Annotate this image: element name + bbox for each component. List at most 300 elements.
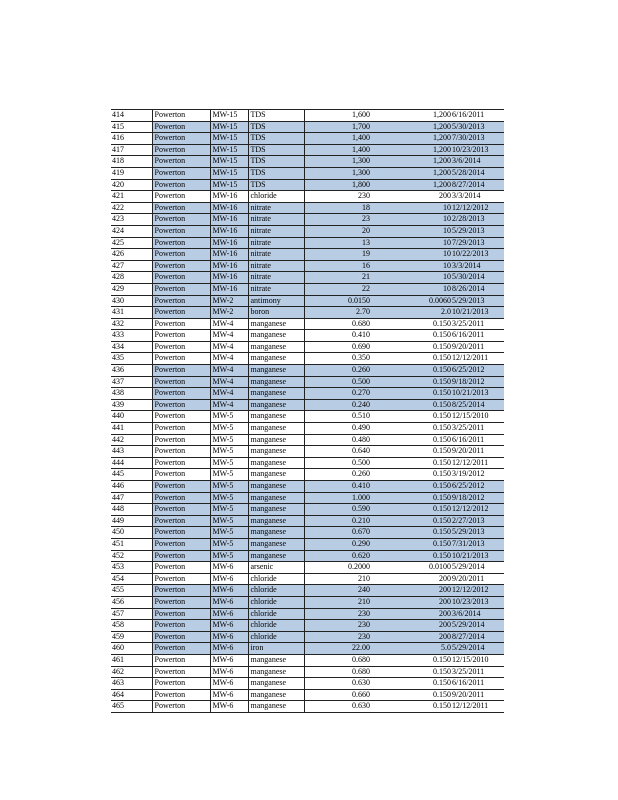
standard-value-cell: 200 bbox=[372, 585, 451, 597]
well-id-cell: MW-6 bbox=[210, 573, 248, 585]
site-name-cell: Powerton bbox=[152, 689, 210, 701]
site-name-cell: Powerton bbox=[152, 469, 210, 481]
table-row bbox=[111, 353, 504, 365]
table-row bbox=[111, 179, 504, 191]
table-row bbox=[111, 133, 504, 145]
site-name-cell: Powerton bbox=[152, 538, 210, 550]
row-number-cell: 424 bbox=[111, 225, 152, 237]
well-id-cell: MW-5 bbox=[210, 504, 248, 516]
table-row bbox=[111, 249, 504, 261]
row-number-cell: 423 bbox=[111, 214, 152, 226]
site-name-cell: Powerton bbox=[152, 423, 210, 435]
well-id-cell: MW-16 bbox=[210, 283, 248, 295]
result-value-cell: 1,700 bbox=[304, 121, 372, 133]
table-row bbox=[111, 191, 504, 203]
result-value-cell: 0.2000 bbox=[304, 562, 372, 574]
well-id-cell: MW-4 bbox=[210, 318, 248, 330]
standard-value-cell: 0.0100 bbox=[372, 562, 451, 574]
result-value-cell: 0.500 bbox=[304, 457, 372, 469]
table-row bbox=[111, 573, 504, 585]
parameter-cell: manganese bbox=[248, 481, 304, 493]
table-row bbox=[111, 376, 504, 388]
result-value-cell: 0.240 bbox=[304, 399, 372, 411]
row-number-cell: 415 bbox=[111, 121, 152, 133]
site-name-cell: Powerton bbox=[152, 515, 210, 527]
standard-value-cell: 10 bbox=[372, 260, 451, 272]
site-name-cell: Powerton bbox=[152, 527, 210, 539]
table-row bbox=[111, 365, 504, 377]
site-name-cell: Powerton bbox=[152, 376, 210, 388]
result-value-cell: 0.510 bbox=[304, 411, 372, 423]
row-number-cell: 440 bbox=[111, 411, 152, 423]
site-name-cell: Powerton bbox=[152, 573, 210, 585]
result-value-cell: 18 bbox=[304, 202, 372, 214]
row-number-cell: 462 bbox=[111, 666, 152, 678]
standard-value-cell: 0.150 bbox=[372, 701, 451, 713]
parameter-cell: TDS bbox=[248, 156, 304, 168]
standard-value-cell: 0.150 bbox=[372, 423, 451, 435]
standard-value-cell: 10 bbox=[372, 237, 451, 249]
parameter-cell: manganese bbox=[248, 341, 304, 353]
sample-date-cell: 12/12/2012 bbox=[451, 504, 504, 516]
parameter-cell: nitrate bbox=[248, 202, 304, 214]
site-name-cell: Powerton bbox=[152, 225, 210, 237]
table-row bbox=[111, 538, 504, 550]
sample-date-cell: 8/26/2014 bbox=[451, 283, 504, 295]
parameter-cell: manganese bbox=[248, 330, 304, 342]
sample-date-cell: 9/20/2011 bbox=[451, 573, 504, 585]
table-row bbox=[111, 678, 504, 690]
sample-date-cell: 7/31/2013 bbox=[451, 538, 504, 550]
table-row bbox=[111, 121, 504, 133]
parameter-cell: arsenic bbox=[248, 562, 304, 574]
result-value-cell: 0.670 bbox=[304, 527, 372, 539]
parameter-cell: nitrate bbox=[248, 225, 304, 237]
result-value-cell: 0.480 bbox=[304, 434, 372, 446]
row-number-cell: 435 bbox=[111, 353, 152, 365]
site-name-cell: Powerton bbox=[152, 434, 210, 446]
well-id-cell: MW-16 bbox=[210, 249, 248, 261]
standard-value-cell: 0.0060 bbox=[372, 295, 451, 307]
parameter-cell: chloride bbox=[248, 608, 304, 620]
row-number-cell: 438 bbox=[111, 388, 152, 400]
site-name-cell: Powerton bbox=[152, 179, 210, 191]
well-id-cell: MW-6 bbox=[210, 608, 248, 620]
sample-date-cell: 2/27/2013 bbox=[451, 515, 504, 527]
well-id-cell: MW-4 bbox=[210, 388, 248, 400]
standard-value-cell: 0.150 bbox=[372, 318, 451, 330]
parameter-cell: manganese bbox=[248, 666, 304, 678]
sample-date-cell: 10/23/2013 bbox=[451, 144, 504, 156]
result-value-cell: 210 bbox=[304, 596, 372, 608]
row-number-cell: 427 bbox=[111, 260, 152, 272]
row-number-cell: 420 bbox=[111, 179, 152, 191]
result-value-cell: 0.260 bbox=[304, 469, 372, 481]
well-id-cell: MW-15 bbox=[210, 156, 248, 168]
row-number-cell: 449 bbox=[111, 515, 152, 527]
standard-value-cell: 1,200 bbox=[372, 144, 451, 156]
row-number-cell: 458 bbox=[111, 620, 152, 632]
well-id-cell: MW-4 bbox=[210, 399, 248, 411]
row-number-cell: 421 bbox=[111, 191, 152, 203]
result-value-cell: 0.290 bbox=[304, 538, 372, 550]
standard-value-cell: 200 bbox=[372, 631, 451, 643]
well-id-cell: MW-6 bbox=[210, 678, 248, 690]
row-number-cell: 428 bbox=[111, 272, 152, 284]
well-id-cell: MW-6 bbox=[210, 631, 248, 643]
standard-value-cell: 200 bbox=[372, 620, 451, 632]
result-value-cell: 0.680 bbox=[304, 666, 372, 678]
sample-date-cell: 6/16/2011 bbox=[451, 678, 504, 690]
row-number-cell: 426 bbox=[111, 249, 152, 261]
site-name-cell: Powerton bbox=[152, 341, 210, 353]
sample-date-cell: 12/12/2011 bbox=[451, 457, 504, 469]
sample-date-cell: 10/21/2013 bbox=[451, 550, 504, 562]
standard-value-cell: 5.0 bbox=[372, 643, 451, 655]
site-name-cell: Powerton bbox=[152, 191, 210, 203]
row-number-cell: 418 bbox=[111, 156, 152, 168]
row-number-cell: 451 bbox=[111, 538, 152, 550]
parameter-cell: chloride bbox=[248, 631, 304, 643]
table-row bbox=[111, 550, 504, 562]
well-id-cell: MW-16 bbox=[210, 260, 248, 272]
parameter-cell: TDS bbox=[248, 167, 304, 179]
sample-date-cell: 12/12/2012 bbox=[451, 585, 504, 597]
well-id-cell: MW-6 bbox=[210, 596, 248, 608]
table-row bbox=[111, 608, 504, 620]
site-name-cell: Powerton bbox=[152, 214, 210, 226]
site-name-cell: Powerton bbox=[152, 504, 210, 516]
sample-date-cell: 7/29/2013 bbox=[451, 237, 504, 249]
row-number-cell: 442 bbox=[111, 434, 152, 446]
result-value-cell: 210 bbox=[304, 573, 372, 585]
result-value-cell: 1,400 bbox=[304, 133, 372, 145]
result-value-cell: 0.590 bbox=[304, 504, 372, 516]
table-row bbox=[111, 631, 504, 643]
result-value-cell: 0.660 bbox=[304, 689, 372, 701]
site-name-cell: Powerton bbox=[152, 678, 210, 690]
row-number-cell: 457 bbox=[111, 608, 152, 620]
site-name-cell: Powerton bbox=[152, 492, 210, 504]
result-value-cell: 0.260 bbox=[304, 365, 372, 377]
row-number-cell: 445 bbox=[111, 469, 152, 481]
sample-date-cell: 10/22/2013 bbox=[451, 249, 504, 261]
row-number-cell: 430 bbox=[111, 295, 152, 307]
standard-value-cell: 2.0 bbox=[372, 307, 451, 319]
well-id-cell: MW-5 bbox=[210, 481, 248, 493]
sample-date-cell: 9/20/2011 bbox=[451, 341, 504, 353]
row-number-cell: 425 bbox=[111, 237, 152, 249]
site-name-cell: Powerton bbox=[152, 249, 210, 261]
row-number-cell: 417 bbox=[111, 144, 152, 156]
well-id-cell: MW-6 bbox=[210, 562, 248, 574]
result-value-cell: 0.500 bbox=[304, 376, 372, 388]
standard-value-cell: 10 bbox=[372, 283, 451, 295]
sample-date-cell: 6/16/2011 bbox=[451, 110, 504, 122]
sample-date-cell: 10/21/2013 bbox=[451, 388, 504, 400]
sample-date-cell: 8/27/2014 bbox=[451, 631, 504, 643]
site-name-cell: Powerton bbox=[152, 295, 210, 307]
sample-date-cell: 5/29/2013 bbox=[451, 295, 504, 307]
table-row bbox=[111, 272, 504, 284]
well-id-cell: MW-5 bbox=[210, 527, 248, 539]
sample-date-cell: 3/25/2011 bbox=[451, 666, 504, 678]
sample-date-cell: 8/25/2014 bbox=[451, 399, 504, 411]
parameter-cell: boron bbox=[248, 307, 304, 319]
table-row bbox=[111, 515, 504, 527]
result-value-cell: 230 bbox=[304, 191, 372, 203]
parameter-cell: manganese bbox=[248, 550, 304, 562]
parameter-cell: manganese bbox=[248, 365, 304, 377]
site-name-cell: Powerton bbox=[152, 156, 210, 168]
site-name-cell: Powerton bbox=[152, 144, 210, 156]
row-number-cell: 446 bbox=[111, 481, 152, 493]
well-id-cell: MW-4 bbox=[210, 353, 248, 365]
standard-value-cell: 10 bbox=[372, 249, 451, 261]
table-row bbox=[111, 260, 504, 272]
sample-date-cell: 9/20/2011 bbox=[451, 689, 504, 701]
table-row bbox=[111, 469, 504, 481]
well-id-cell: MW-5 bbox=[210, 492, 248, 504]
table-row bbox=[111, 689, 504, 701]
row-number-cell: 448 bbox=[111, 504, 152, 516]
table-row bbox=[111, 399, 504, 411]
well-id-cell: MW-5 bbox=[210, 423, 248, 435]
result-value-cell: 0.620 bbox=[304, 550, 372, 562]
well-id-cell: MW-6 bbox=[210, 666, 248, 678]
well-id-cell: MW-15 bbox=[210, 167, 248, 179]
standard-value-cell: 0.150 bbox=[372, 376, 451, 388]
well-id-cell: MW-5 bbox=[210, 457, 248, 469]
result-value-cell: 0.640 bbox=[304, 446, 372, 458]
parameter-cell: manganese bbox=[248, 654, 304, 666]
result-value-cell: 230 bbox=[304, 631, 372, 643]
result-value-cell: 230 bbox=[304, 620, 372, 632]
row-number-cell: 452 bbox=[111, 550, 152, 562]
row-number-cell: 441 bbox=[111, 423, 152, 435]
table-row bbox=[111, 492, 504, 504]
result-value-cell: 20 bbox=[304, 225, 372, 237]
well-id-cell: MW-6 bbox=[210, 585, 248, 597]
standard-value-cell: 0.150 bbox=[372, 666, 451, 678]
well-id-cell: MW-5 bbox=[210, 434, 248, 446]
table-row bbox=[111, 654, 504, 666]
standard-value-cell: 0.150 bbox=[372, 399, 451, 411]
standard-value-cell: 0.150 bbox=[372, 411, 451, 423]
standard-value-cell: 0.150 bbox=[372, 341, 451, 353]
site-name-cell: Powerton bbox=[152, 353, 210, 365]
table-row bbox=[111, 295, 504, 307]
table-row bbox=[111, 341, 504, 353]
parameter-cell: manganese bbox=[248, 423, 304, 435]
standard-value-cell: 1,200 bbox=[372, 110, 451, 122]
table-row bbox=[111, 283, 504, 295]
sample-date-cell: 3/3/2014 bbox=[451, 191, 504, 203]
parameter-cell: manganese bbox=[248, 353, 304, 365]
well-id-cell: MW-16 bbox=[210, 214, 248, 226]
standard-value-cell: 10 bbox=[372, 214, 451, 226]
parameter-cell: TDS bbox=[248, 179, 304, 191]
result-value-cell: 240 bbox=[304, 585, 372, 597]
result-value-cell: 0.210 bbox=[304, 515, 372, 527]
well-id-cell: MW-5 bbox=[210, 411, 248, 423]
site-name-cell: Powerton bbox=[152, 666, 210, 678]
parameter-cell: manganese bbox=[248, 504, 304, 516]
table-row bbox=[111, 318, 504, 330]
parameter-cell: manganese bbox=[248, 538, 304, 550]
well-id-cell: MW-15 bbox=[210, 144, 248, 156]
standard-value-cell: 10 bbox=[372, 225, 451, 237]
row-number-cell: 432 bbox=[111, 318, 152, 330]
sample-date-cell: 3/6/2014 bbox=[451, 156, 504, 168]
row-number-cell: 453 bbox=[111, 562, 152, 574]
site-name-cell: Powerton bbox=[152, 562, 210, 574]
standard-value-cell: 0.150 bbox=[372, 469, 451, 481]
sample-date-cell: 5/29/2014 bbox=[451, 620, 504, 632]
well-id-cell: MW-4 bbox=[210, 330, 248, 342]
row-number-cell: 459 bbox=[111, 631, 152, 643]
table-row bbox=[111, 167, 504, 179]
table-row bbox=[111, 504, 504, 516]
table-row bbox=[111, 237, 504, 249]
parameter-cell: TDS bbox=[248, 121, 304, 133]
sample-date-cell: 3/25/2011 bbox=[451, 423, 504, 435]
sample-date-cell: 2/28/2013 bbox=[451, 214, 504, 226]
sample-date-cell: 6/25/2012 bbox=[451, 481, 504, 493]
table-row bbox=[111, 330, 504, 342]
sample-date-cell: 5/29/2014 bbox=[451, 643, 504, 655]
table-row bbox=[111, 701, 504, 713]
table-row bbox=[111, 562, 504, 574]
row-number-cell: 450 bbox=[111, 527, 152, 539]
parameter-cell: chloride bbox=[248, 585, 304, 597]
row-number-cell: 455 bbox=[111, 585, 152, 597]
well-id-cell: MW-6 bbox=[210, 620, 248, 632]
sample-date-cell: 6/16/2011 bbox=[451, 330, 504, 342]
well-id-cell: MW-5 bbox=[210, 538, 248, 550]
well-id-cell: MW-5 bbox=[210, 515, 248, 527]
row-number-cell: 460 bbox=[111, 643, 152, 655]
parameter-cell: manganese bbox=[248, 434, 304, 446]
sample-date-cell: 12/12/2011 bbox=[451, 353, 504, 365]
table-row bbox=[111, 202, 504, 214]
well-id-cell: MW-5 bbox=[210, 550, 248, 562]
row-number-cell: 437 bbox=[111, 376, 152, 388]
standard-value-cell: 0.150 bbox=[372, 446, 451, 458]
row-number-cell: 464 bbox=[111, 689, 152, 701]
site-name-cell: Powerton bbox=[152, 365, 210, 377]
site-name-cell: Powerton bbox=[152, 272, 210, 284]
parameter-cell: nitrate bbox=[248, 249, 304, 261]
standard-value-cell: 0.150 bbox=[372, 434, 451, 446]
parameter-cell: nitrate bbox=[248, 260, 304, 272]
parameter-cell: chloride bbox=[248, 191, 304, 203]
site-name-cell: Powerton bbox=[152, 643, 210, 655]
parameter-cell: manganese bbox=[248, 318, 304, 330]
well-id-cell: MW-15 bbox=[210, 121, 248, 133]
sample-date-cell: 5/28/2014 bbox=[451, 167, 504, 179]
sample-date-cell: 5/30/2014 bbox=[451, 272, 504, 284]
parameter-cell: nitrate bbox=[248, 214, 304, 226]
standard-value-cell: 0.150 bbox=[372, 353, 451, 365]
sample-date-cell: 5/30/2013 bbox=[451, 121, 504, 133]
sample-date-cell: 12/15/2010 bbox=[451, 411, 504, 423]
row-number-cell: 416 bbox=[111, 133, 152, 145]
row-number-cell: 419 bbox=[111, 167, 152, 179]
well-id-cell: MW-16 bbox=[210, 225, 248, 237]
site-name-cell: Powerton bbox=[152, 654, 210, 666]
sample-date-cell: 12/12/2011 bbox=[451, 701, 504, 713]
parameter-cell: manganese bbox=[248, 515, 304, 527]
standard-value-cell: 200 bbox=[372, 573, 451, 585]
result-value-cell: 0.350 bbox=[304, 353, 372, 365]
result-value-cell: 1.000 bbox=[304, 492, 372, 504]
result-value-cell: 23 bbox=[304, 214, 372, 226]
table-row bbox=[111, 643, 504, 655]
parameter-cell: manganese bbox=[248, 411, 304, 423]
table-row bbox=[111, 585, 504, 597]
standard-value-cell: 0.150 bbox=[372, 550, 451, 562]
sample-date-cell: 8/27/2014 bbox=[451, 179, 504, 191]
row-number-cell: 422 bbox=[111, 202, 152, 214]
result-value-cell: 19 bbox=[304, 249, 372, 261]
standard-value-cell: 0.150 bbox=[372, 365, 451, 377]
table-row bbox=[111, 527, 504, 539]
parameter-cell: manganese bbox=[248, 678, 304, 690]
parameter-cell: manganese bbox=[248, 376, 304, 388]
standard-value-cell: 0.150 bbox=[372, 457, 451, 469]
sample-date-cell: 9/18/2012 bbox=[451, 492, 504, 504]
site-name-cell: Powerton bbox=[152, 307, 210, 319]
standard-value-cell: 0.150 bbox=[372, 481, 451, 493]
site-name-cell: Powerton bbox=[152, 411, 210, 423]
well-id-cell: MW-16 bbox=[210, 272, 248, 284]
sample-date-cell: 12/15/2010 bbox=[451, 654, 504, 666]
result-value-cell: 0.680 bbox=[304, 654, 372, 666]
standard-value-cell: 0.150 bbox=[372, 515, 451, 527]
table-row bbox=[111, 481, 504, 493]
sample-date-cell: 3/19/2012 bbox=[451, 469, 504, 481]
standard-value-cell: 1,200 bbox=[372, 179, 451, 191]
standard-value-cell: 0.150 bbox=[372, 654, 451, 666]
result-value-cell: 13 bbox=[304, 237, 372, 249]
parameter-cell: manganese bbox=[248, 446, 304, 458]
well-id-cell: MW-15 bbox=[210, 179, 248, 191]
parameter-cell: chloride bbox=[248, 620, 304, 632]
site-name-cell: Powerton bbox=[152, 260, 210, 272]
parameter-cell: manganese bbox=[248, 689, 304, 701]
result-value-cell: 0.410 bbox=[304, 330, 372, 342]
parameter-cell: iron bbox=[248, 643, 304, 655]
result-value-cell: 1,400 bbox=[304, 144, 372, 156]
standard-value-cell: 0.150 bbox=[372, 538, 451, 550]
parameter-cell: nitrate bbox=[248, 283, 304, 295]
site-name-cell: Powerton bbox=[152, 237, 210, 249]
table-row bbox=[111, 457, 504, 469]
parameter-cell: manganese bbox=[248, 701, 304, 713]
sample-date-cell: 3/6/2014 bbox=[451, 608, 504, 620]
sample-date-cell: 9/20/2011 bbox=[451, 446, 504, 458]
site-name-cell: Powerton bbox=[152, 330, 210, 342]
well-id-cell: MW-6 bbox=[210, 701, 248, 713]
table-row bbox=[111, 110, 504, 122]
result-value-cell: 0.630 bbox=[304, 678, 372, 690]
well-id-cell: MW-5 bbox=[210, 469, 248, 481]
result-value-cell: 22.00 bbox=[304, 643, 372, 655]
parameter-cell: manganese bbox=[248, 527, 304, 539]
site-name-cell: Powerton bbox=[152, 446, 210, 458]
table-body bbox=[111, 110, 504, 713]
